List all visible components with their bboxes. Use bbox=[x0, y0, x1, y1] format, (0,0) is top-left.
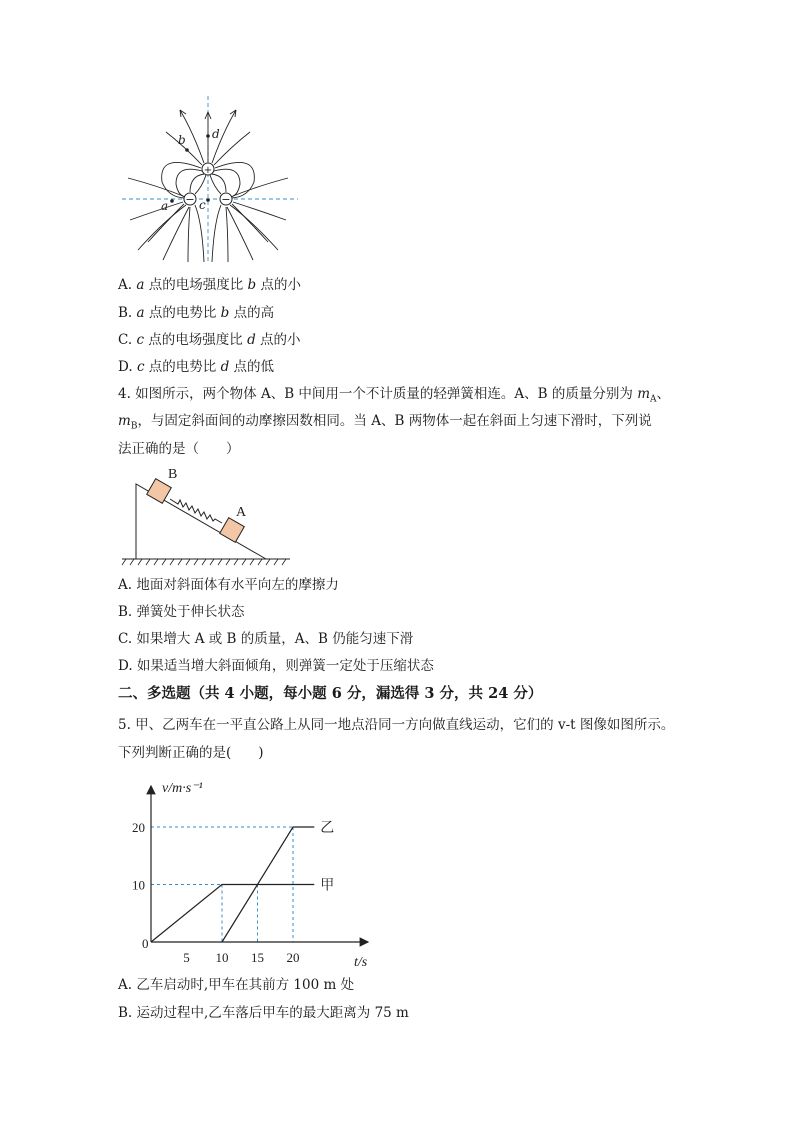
q4-option-a: A. 地面对斜面体有水平向左的摩擦力 bbox=[118, 577, 339, 593]
q4-option-b: B. 弹簧处于伸长状态 bbox=[118, 604, 245, 620]
x-tick-label: 20 bbox=[286, 950, 300, 965]
x-tick-label: 5 bbox=[183, 950, 190, 965]
series-label-jia: 甲 bbox=[320, 877, 335, 894]
q3-option-b: B. a 点的电势比 b 点的高 bbox=[118, 305, 275, 321]
q5-option-b: B. 运动过程中,乙车落后甲车的最大距离为 75 m bbox=[118, 1005, 409, 1021]
q3-option-a: A. a 点的电场强度比 b 点的小 bbox=[118, 277, 301, 293]
positive-charge bbox=[202, 163, 214, 176]
x-axis-label: t/s bbox=[354, 955, 368, 970]
x-tick-label: 15 bbox=[251, 950, 264, 965]
y-tick-label: 10 bbox=[132, 877, 145, 893]
q3-option-d: D. c 点的电势比 d 点的低 bbox=[118, 359, 275, 375]
q4-stem-line3: 法正确的是（ ） bbox=[118, 441, 240, 457]
label-b-block: B bbox=[168, 467, 178, 482]
x-tick-label: 10 bbox=[215, 950, 229, 965]
svg-text:−: − bbox=[185, 193, 195, 206]
origin-label: 0 bbox=[142, 936, 149, 951]
svg-text:−: − bbox=[221, 193, 231, 206]
vt-chart bbox=[118, 772, 380, 972]
electric-field-figure bbox=[118, 92, 304, 264]
q4-option-c: C. 如果增大 A 或 B 的质量，A、B 仍能匀速下滑 bbox=[118, 631, 414, 647]
q4-stem-line1: 4. 如图所示，两个物体 A、B 中间用一个不计质量的轻弹簧相连。A、B 的质量分别为 $m_A$、 bbox=[118, 386, 670, 405]
q5-option-a: A. 乙车启动时,甲车在其前方 100 m 处 bbox=[118, 977, 355, 993]
label-d: d bbox=[212, 127, 220, 141]
incline-figure bbox=[120, 462, 292, 568]
label-a-block: A bbox=[236, 505, 247, 520]
block-a bbox=[220, 518, 245, 543]
negative-charge-right bbox=[220, 193, 232, 206]
y-tick-label: 20 bbox=[132, 820, 145, 835]
point-c bbox=[206, 198, 210, 202]
q4-stem-line2: $m_B$，与固定斜面间的动摩擦因数相同。当 A、B 两物体一起在斜面上匀速下滑时，下列说 bbox=[118, 413, 652, 432]
q5-stem-line1: 5. 甲、乙两车在一平直公路上从同一地点沿同一方向做直线运动，它们的 v-t 图像如图所示。 bbox=[118, 717, 675, 733]
label-c: c bbox=[199, 198, 206, 212]
y-axis-label: v/m·s⁻¹ bbox=[162, 781, 203, 796]
svg-text:+: + bbox=[203, 165, 213, 176]
section-heading: 二、多选题（共 4 小题，每小题 6 分，漏选得 3 分，共 24 分） bbox=[118, 685, 543, 702]
q4-option-d: D. 如果适当增大斜面倾角，则弹簧一定处于压缩状态 bbox=[118, 658, 434, 674]
label-a: a bbox=[161, 199, 169, 213]
point-d bbox=[206, 134, 210, 138]
block-b bbox=[147, 479, 172, 504]
q3-option-c: C. c 点的电场强度比 d 点的小 bbox=[118, 332, 301, 348]
q5-stem-line2: 下列判断正确的是( ) bbox=[118, 745, 264, 761]
point-b bbox=[185, 148, 189, 152]
label-b: b bbox=[178, 133, 186, 147]
series-label-yi: 乙 bbox=[320, 820, 335, 836]
negative-charge-left bbox=[184, 193, 196, 206]
series-line-jia bbox=[151, 885, 314, 943]
point-a bbox=[170, 199, 174, 203]
